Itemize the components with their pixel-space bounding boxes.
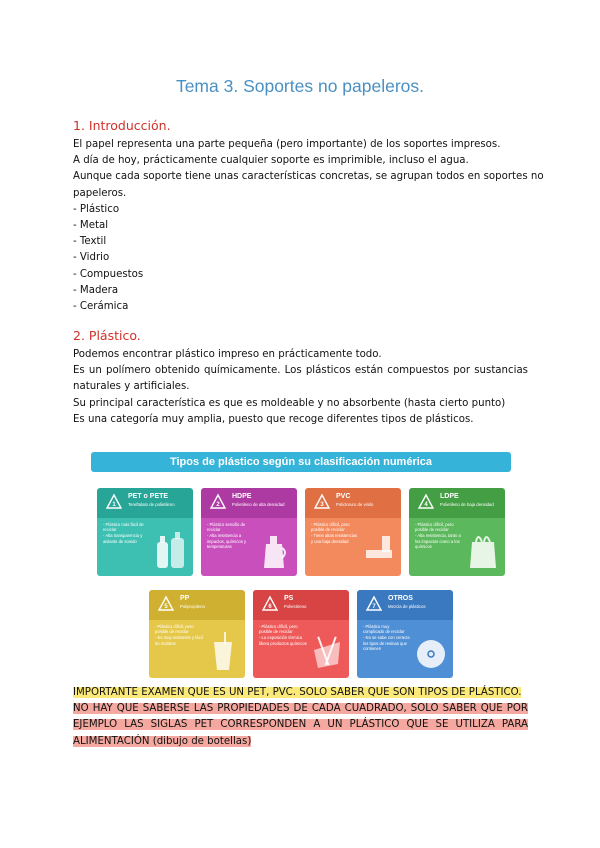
paragraph-line: A día de hoy, prácticamente cualquier soporte es imprimible, incluso el agua. xyxy=(73,155,469,167)
section-plastico-body xyxy=(73,347,528,428)
list-item: - Vidrio xyxy=(73,252,110,264)
plastic-card-otros xyxy=(357,590,453,678)
plastic-property: - Plástico difícil, pero posible de reciclar xyxy=(259,624,298,635)
svg-text:2: 2 xyxy=(216,502,220,508)
plastic-code: PVC xyxy=(336,493,351,500)
svg-text:5: 5 xyxy=(164,604,168,610)
infographic-title: Tipos de plástico según su clasificación numérica xyxy=(91,452,511,472)
plastic-code: PP xyxy=(180,595,190,602)
list-item: - Metal xyxy=(73,220,109,232)
list-item: - Madera xyxy=(73,284,119,296)
section-heading-plastico: 2. Plástico. xyxy=(73,328,141,343)
plastic-property: - Plástico difícil, pero posible de reciclar xyxy=(311,522,350,533)
plastic-card-pp xyxy=(149,590,245,678)
plastic-property: - Plástico más fácil de reciclar xyxy=(103,522,144,533)
recycle-icon xyxy=(105,493,123,511)
svg-text:1: 1 xyxy=(112,502,116,508)
plastic-property: - La exposición térmica libera productos químicos xyxy=(259,635,307,646)
plastic-property: - Plástico difícil, pero posible de reciclar xyxy=(415,522,454,533)
svg-text:3: 3 xyxy=(320,502,324,508)
plastic-card-ldpe xyxy=(409,488,505,576)
plastic-properties xyxy=(207,522,255,550)
plastic-example-illustration xyxy=(258,528,292,570)
plastic-code: PS xyxy=(284,595,294,602)
paragraph-line: Es un polímero obtenido químicamente. Los plásticos están compuestos por sustancias naturales y artificiales. xyxy=(73,365,528,393)
list-item: - Plástico xyxy=(73,203,120,215)
plastic-property: - No se sabe con certeza los tipos de resinas que contienen xyxy=(363,635,410,651)
plastic-example-illustration xyxy=(414,630,448,672)
paragraph-line: El papel representa una parte pequeña (pero importante) de los soportes impresos. xyxy=(73,139,501,150)
plastic-types-infographic xyxy=(91,452,511,682)
section-heading-introduccion: 1. Introducción. xyxy=(73,118,171,133)
recycle-icon xyxy=(417,493,435,511)
recycle-icon xyxy=(365,595,383,613)
plastic-code: OTROS xyxy=(388,595,413,602)
svg-text:7: 7 xyxy=(372,604,376,610)
plastic-card-pvc xyxy=(305,488,401,576)
plastic-property: - Alta resistencia a impactos, químicos y temperaturas xyxy=(207,533,247,549)
note-line: NO HAY QUE SABERSE LAS PROPIEDADES DE CADA CUADRADO, SOLO SABER QUE POR xyxy=(73,703,528,715)
exam-note xyxy=(73,685,528,750)
recycle-icon xyxy=(261,595,279,613)
plastic-code: HDPE xyxy=(232,493,252,500)
recycle-icon xyxy=(157,595,175,613)
plastic-property: - Plástico sencillo de reciclar xyxy=(207,522,246,533)
plastic-name: Polipropileno xyxy=(180,604,205,609)
plastic-property: - Es muy resistente y fácil de moldear xyxy=(155,635,203,646)
plastic-name: Tereftalato de polietileno xyxy=(128,502,175,507)
plastic-card-pet xyxy=(97,488,193,576)
plastic-property: - Alta resistencia, tanto a los impactos como a los químicos xyxy=(415,533,461,549)
plastic-card-ps xyxy=(253,590,349,678)
plastic-property: - Plástico muy complicado de reciclar xyxy=(363,624,405,635)
plastic-properties xyxy=(259,624,307,647)
plastic-example-illustration xyxy=(154,528,188,570)
paragraph-line: Podemos encontrar plástico impreso en prácticamente todo. xyxy=(73,349,382,360)
note-line: ALIMENTACIÓN (dibujo de botellas) xyxy=(73,735,252,747)
plastic-property: - Plástico difícil, pero posible de reciclar xyxy=(155,624,194,635)
plastic-properties xyxy=(155,624,203,647)
paragraph-line: papeleros. xyxy=(73,187,127,199)
svg-text:4: 4 xyxy=(424,502,428,508)
list-item: - Compuestos xyxy=(73,268,144,280)
svg-text:6: 6 xyxy=(268,604,272,610)
list-item: - Cerámica xyxy=(73,301,129,313)
plastic-example-illustration xyxy=(362,528,396,570)
page-title: Tema 3. Soportes no papeleros. xyxy=(175,76,425,96)
note-important-line: IMPORTANTE EXAMEN QUE ES UN PET, PVC. SOLO SABER QUE SON TIPOS DE PLÁSTICO. xyxy=(73,687,522,698)
list-item: - Textil xyxy=(73,236,107,248)
plastic-property: - Tiene altas resistencias y una baja densidad xyxy=(311,533,358,544)
recycle-icon xyxy=(209,493,227,511)
note-line: EJEMPLO LAS SIGLAS PET CORRESPONDEN A UN PLÁSTICO QUE SE UTILIZA PARA xyxy=(73,719,528,731)
plastic-example-illustration xyxy=(310,630,344,672)
plastic-name: Polietileno de alta densidad xyxy=(232,502,285,507)
plastic-name: Mezcla de plásticos xyxy=(388,604,426,609)
plastic-code: PET o PETE xyxy=(128,493,169,500)
plastic-name: Policloruro de vinilo xyxy=(336,502,374,507)
plastic-name: Poliestireno xyxy=(284,604,307,609)
section-introduccion-body xyxy=(73,137,544,315)
paragraph-line: Es una categoría muy amplia, puesto que recoge diferentes tipos de plásticos. xyxy=(73,413,474,425)
plastic-properties xyxy=(415,522,463,550)
plastic-code: LDPE xyxy=(440,493,459,500)
plastic-properties xyxy=(363,624,411,652)
plastic-name: Polietileno de baja densidad xyxy=(440,502,494,507)
plastic-properties xyxy=(311,522,359,545)
plastic-properties xyxy=(103,522,151,545)
paragraph-line: Su principal característica es que es moldeable y no absorbente (hasta cierto punto) xyxy=(73,397,506,409)
recycle-icon xyxy=(313,493,331,511)
plastic-example-illustration xyxy=(206,630,240,672)
plastic-example-illustration xyxy=(466,528,500,570)
plastic-card-hdpe xyxy=(201,488,297,576)
paragraph-line: Aunque cada soporte tiene unas características concretas, se agrupan todos en soportes no xyxy=(73,171,544,183)
plastic-property: - Alta transparencia y aislante de sonido xyxy=(103,533,143,544)
